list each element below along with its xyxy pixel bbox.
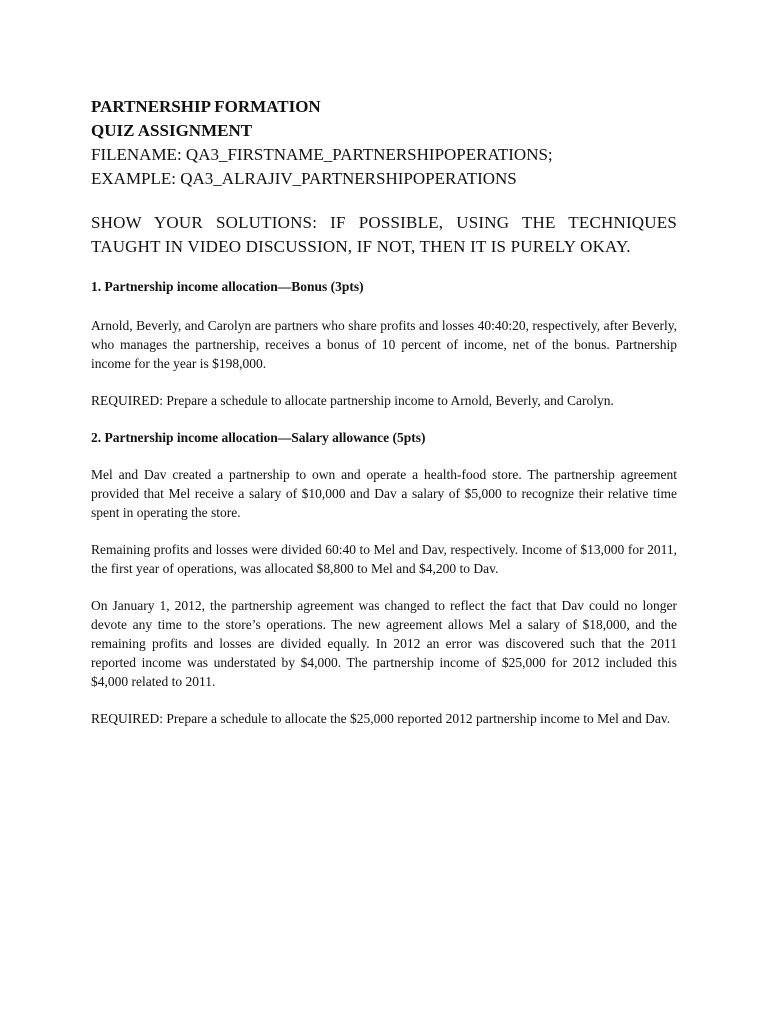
question-paragraph: On January 1, 2012, the partnership agreement was changed to reflect the fact that Dav could no longer devote any time to the store’s operations. The new agreement allows Mel a salary of $18,000, and the remaining profits and losses are divided equally. In 2012 an error was discovered such that the 2011 reported income was understated by $4,000. The partnership income of $25,000 for 2012 included this $4,000 related to 2011.	[91, 598, 677, 689]
question-paragraph: Mel and Dav created a partnership to own and operate a health-food store. The partnership agreement provided that Mel receive a salary of $10,000 and Dav a salary of $5,000 to recognize their relative time spent in operating the store.	[91, 467, 677, 520]
solution-instructions: SHOW YOUR SOLUTIONS: IF POSSIBLE, USING THE TECHNIQUES TAUGHT IN VIDEO DISCUSSION, IF NOT, THEN IT IS PURELY OKAY.	[91, 213, 677, 256]
question-2	[91, 428, 677, 728]
question-requirement: REQUIRED: Prepare a schedule to allocate partnership income to Arnold, Beverly, and Carolyn.	[91, 393, 614, 408]
filename-example: EXAMPLE: QA3_ALRAJIV_PARTNERSHIPOPERATIONS	[91, 169, 517, 188]
question-1	[91, 277, 677, 410]
filename-instruction: FILENAME: QA3_FIRSTNAME_PARTNERSHIPOPERATIONS;	[91, 145, 553, 164]
question-paragraph: Remaining profits and losses were divided 60:40 to Mel and Dav, respectively. Income of $13,000 for 2011, the first year of operations, was allocated $8,800 to Mel and $4,200 to Dav.	[91, 542, 677, 576]
question-title: 2. Partnership income allocation—Salary allowance (5pts)	[91, 430, 426, 445]
question-requirement: REQUIRED: Prepare a schedule to allocate the $25,000 reported 2012 partnership income to Mel and Dav.	[91, 711, 671, 726]
document-subtitle: QUIZ ASSIGNMENT	[91, 121, 253, 140]
question-paragraph: Arnold, Beverly, and Carolyn are partners who share profits and losses 40:40:20, respectively, after Beverly, who manages the partnership, receives a bonus of 10 percent of income, net of the bonus. Partnership income for the year is $198,000.	[91, 318, 677, 371]
question-title: 1. Partnership income allocation—Bonus (3pts)	[91, 279, 364, 294]
document-title: PARTNERSHIP FORMATION	[91, 97, 321, 116]
document-page	[91, 95, 677, 728]
